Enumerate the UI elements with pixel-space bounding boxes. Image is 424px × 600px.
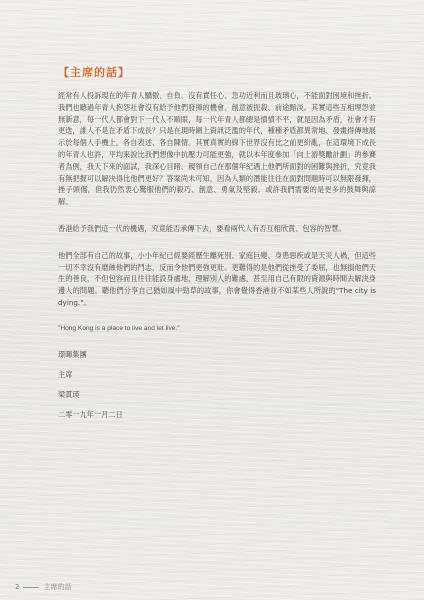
quote: "Hong Kong is a place to live and let live."	[58, 324, 180, 332]
letter-body	[58, 64, 376, 430]
paragraph-1: 經常有人投訴現在的年青人驕傲、自負、沒有責任心、急功近利而且玻璃心，不能面對困境和挫折。我們也聽過年青人抱怨社會沒有給予他們發揮的機會、創意被扼殺、前途黯淡。其實這些互相埋怨並無新意，每一代人都會對下一代人不順眼，每一代年青人都總是憤憤不平，就是因為矛盾，社會才有更迭，誰人不是在矛盾下成長？只是在現時網上資訊泛濫的年代，種種矛盾都異常地、發畫得傳地展示於每個人手機上，各自表述、各自陳情。其實真實的線下世界沒有比之前更紛亂，在這環境下成長的年青人也許，平均來說比我們想像中抗壓力可能更強，就以本年度參加「向上游獎勵計劃」的參賽者為例，我天下來的面試，我深心目睹、親領自己在那個年紀遇上他們所面對的困難與挫折，究竟我有無把握可以解決得比他們更好？答案尚未可知，因為人類的潛能往往在面對問題時可以無限發揮，挫子頭傷，但我仍然衷心驚服他們的毅巧、創意、勇氣及堅毅。或許我們需要的是更多的鼓舞與諒解。	[58, 91, 376, 207]
paragraph-3: 他們全部有自己的故事，小小年紀已經要經歷生離死別、家庭巨變、身患惡疾或是天災人禍，但這些一切不幸沒有磨蝕他們的鬥志，反而令他們更強更壯。更難得的是他們從挫受了委屈，也無損他們天生的善良，不但包容而且往往能設身處地，理解別人的難處，甚至用自己有限的資源與時間去解決身邊人的問題。聽他們分享自己猶如風中勁草的故事，你會覺得香港並不如某些人所說的"The city is dying."。	[58, 250, 376, 307]
signature-date: 二零一九年一月二日	[58, 409, 123, 419]
signature-block	[58, 350, 376, 419]
page-footer	[15, 582, 71, 592]
section-heading: 【主席的話】	[58, 66, 130, 79]
signature-title: 主席	[58, 369, 73, 379]
page-number: 2	[15, 583, 20, 591]
footer-section-label: 主席的話	[43, 583, 72, 591]
paragraph-2: 香港給予我們這一代的機遇，究竟能否承傳下去，要看兩代人有否互相欣賞、包容的智慧。	[58, 223, 346, 233]
signature-name: 梁貫瑛	[58, 389, 80, 399]
footer-divider	[23, 587, 39, 588]
signature-organization: 璟暉集團	[58, 349, 87, 359]
